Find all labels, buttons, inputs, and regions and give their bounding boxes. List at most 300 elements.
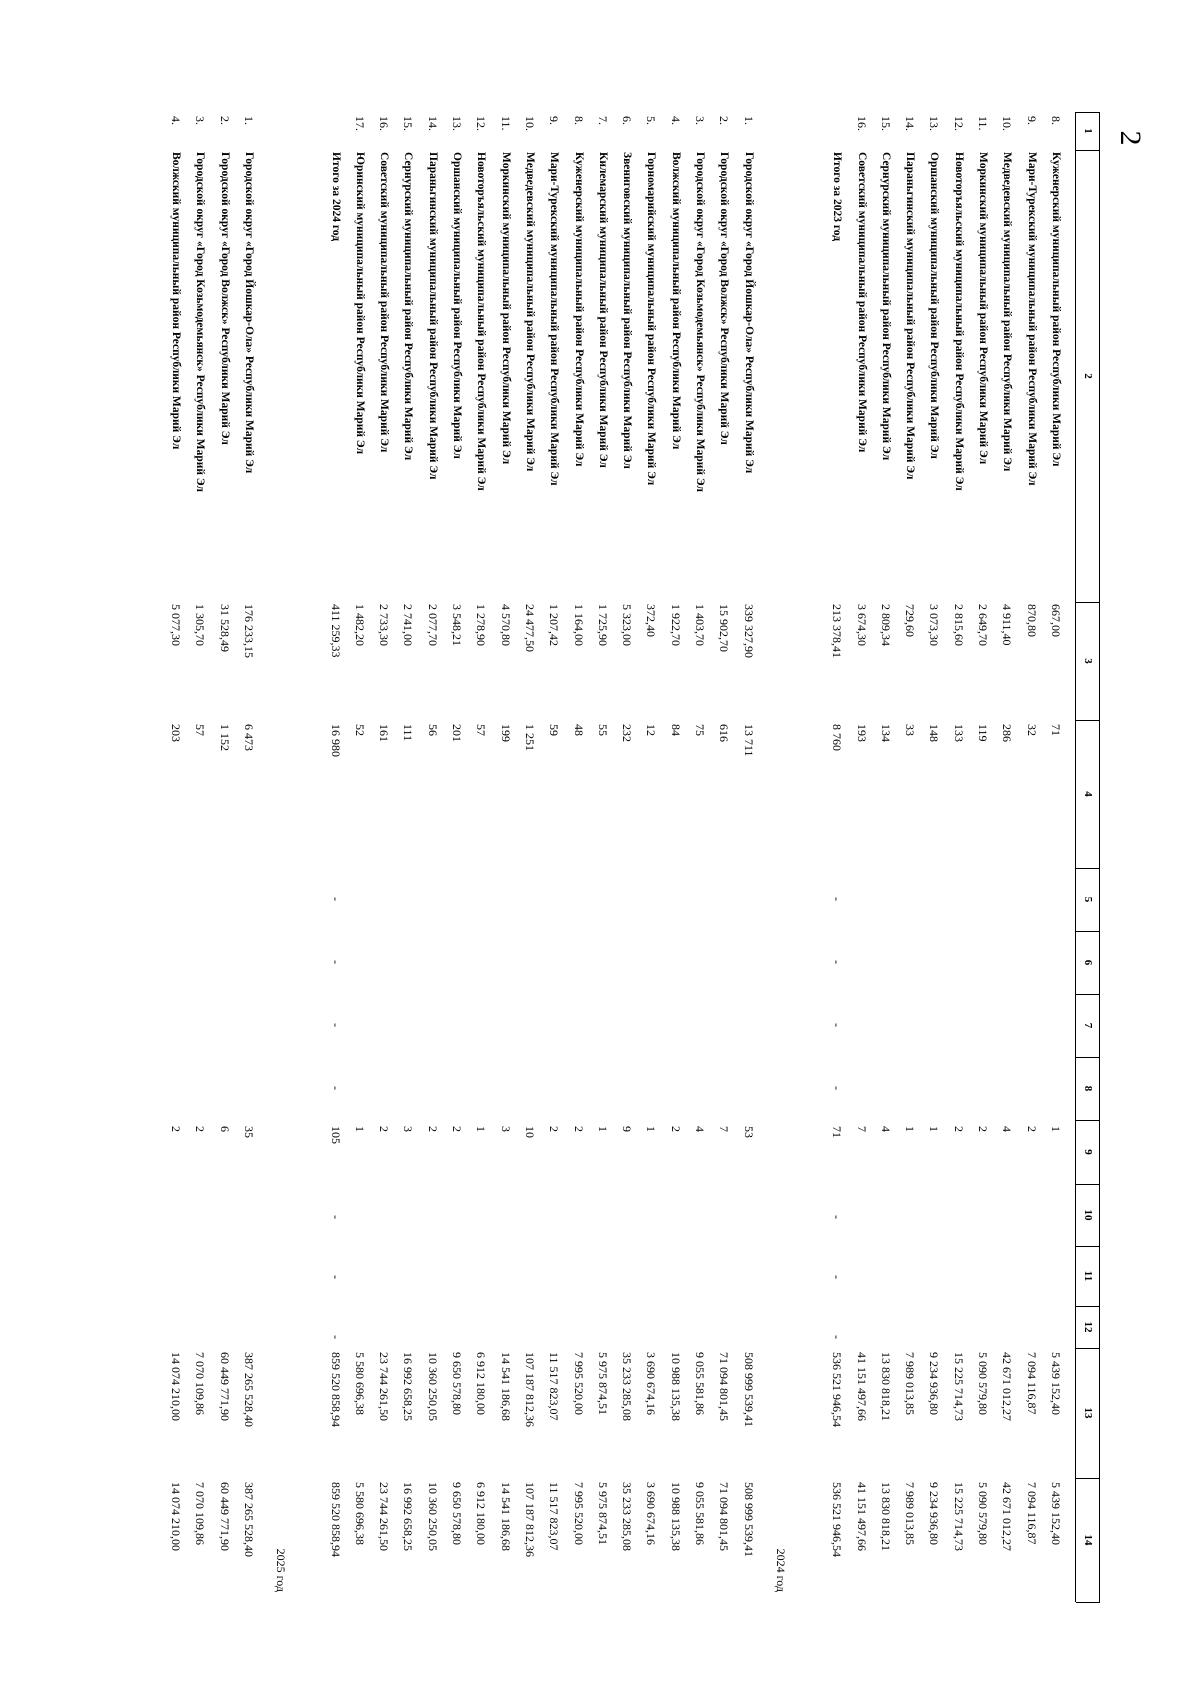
cell-col-4: 1 251 xyxy=(523,724,537,751)
cell-col-14: 11 517 823,07 xyxy=(547,1482,562,1551)
row-number: 3. xyxy=(693,116,708,125)
cell-col-14: 5 090 579,80 xyxy=(976,1482,991,1545)
column-number-2: 2 xyxy=(1082,373,1094,379)
table-row xyxy=(874,112,898,1602)
table-row xyxy=(688,112,712,1602)
municipality-name: Городской округ «Город Козьмодемьянск» Республики Марий Эл xyxy=(194,152,207,492)
column-number-3: 3 xyxy=(1082,658,1094,664)
table-row xyxy=(923,112,947,1602)
row-number: 8. xyxy=(1049,116,1063,125)
cell-col-13: 6 912 180,00 xyxy=(474,1352,489,1415)
table-row xyxy=(372,112,396,1602)
column-number-9: 9 xyxy=(1082,1149,1094,1155)
cell-col-13: 508 999 539,41 xyxy=(741,1352,756,1427)
cell-col-14: 42 671 012,27 xyxy=(1000,1482,1015,1551)
cell-col-11: - xyxy=(328,1275,343,1279)
municipality-name: Советский муниципальный район Республики Марий Эл xyxy=(855,152,868,453)
cell-col-13: 7 995 520,00 xyxy=(571,1352,586,1415)
table-row xyxy=(898,112,922,1602)
column-divider xyxy=(1076,1184,1100,1185)
cell-col-3: 15 902,70 xyxy=(717,604,732,652)
row-number: 1. xyxy=(741,116,756,125)
cell-col-14: 5 975 874,51 xyxy=(595,1482,610,1545)
cell-col-4: 193 xyxy=(854,724,869,742)
cell-col-13: 42 671 012,27 xyxy=(1000,1352,1015,1421)
municipality-name: Сернурский муниципальный район Республики Марий Эл xyxy=(879,152,892,461)
cell-col-12: - xyxy=(830,1335,845,1339)
cell-col-14: 107 187 812,36 xyxy=(523,1482,537,1557)
row-number: 12. xyxy=(474,116,489,131)
column-divider xyxy=(1076,1348,1100,1349)
municipality-name: Горномарийский муниципальный район Республики Марий Эл xyxy=(645,152,658,486)
cell-col-13: 3 690 674,16 xyxy=(644,1352,659,1415)
table-row xyxy=(542,112,566,1602)
cell-col-3: 411 259,33 xyxy=(328,604,343,658)
column-number-4: 4 xyxy=(1082,791,1094,797)
municipality-name: Новоторъяльский муниципальный район Республики Марий Эл xyxy=(475,152,488,491)
table-row xyxy=(469,112,493,1602)
column-number-6: 6 xyxy=(1082,959,1094,966)
cell-col-7: - xyxy=(328,1023,343,1027)
cell-col-3: 213 378,41 xyxy=(830,604,845,658)
cell-col-4: 232 xyxy=(620,724,635,742)
cell-col-9: 2 xyxy=(547,1126,562,1132)
cell-col-3: 1 207,42 xyxy=(547,604,562,646)
row-number: 11. xyxy=(976,116,991,131)
column-number-13: 13 xyxy=(1082,1407,1094,1419)
cell-col-13: 9 055 581,86 xyxy=(693,1352,708,1415)
column-divider xyxy=(1076,1057,1100,1058)
municipality-name: Медведевский муниципальный район Республики Марий Эл xyxy=(1001,152,1014,472)
row-number: 16. xyxy=(854,116,869,131)
cell-col-9: 2 xyxy=(193,1126,208,1132)
cell-col-9: 1 xyxy=(474,1126,489,1132)
cell-col-3: 870,80 xyxy=(1024,604,1039,637)
column-divider xyxy=(1076,994,1100,995)
cell-col-9: 1 xyxy=(927,1126,942,1132)
cell-col-4: 13 711 xyxy=(741,724,756,757)
row-number: 4. xyxy=(668,116,683,125)
municipality-name: Параньгинский муниципальный район Республики Марий Эл xyxy=(904,152,917,480)
municipality-name: Советский муниципальный район Республики Марий Эл xyxy=(378,152,391,453)
cell-col-14: 60 449 771,90 xyxy=(217,1482,232,1551)
row-number: 10. xyxy=(523,116,537,131)
cell-col-4: 203 xyxy=(169,724,184,742)
cell-col-13: 107 187 812,36 xyxy=(523,1352,537,1427)
row-number: 8. xyxy=(571,116,586,125)
municipality-name: Моркинский муниципальный район Республики Марий Эл xyxy=(499,152,512,465)
cell-col-7: - xyxy=(830,1023,845,1027)
column-number-8: 8 xyxy=(1082,1085,1094,1092)
cell-col-3: 24 477,50 xyxy=(523,604,537,652)
municipality-name: Куженерский муниципальный район Республики Марий Эл xyxy=(1050,152,1062,467)
cell-col-14: 5 439 152,40 xyxy=(1049,1482,1063,1545)
cell-col-9: 10 xyxy=(523,1126,537,1138)
cell-col-4: 134 xyxy=(878,724,893,742)
table-row xyxy=(213,112,237,1602)
cell-col-9: 71 xyxy=(830,1126,845,1138)
cell-col-4: 148 xyxy=(927,724,942,742)
row-number: 2. xyxy=(717,116,732,125)
cell-col-13: 15 225 714,73 xyxy=(951,1352,966,1421)
column-divider xyxy=(1076,1120,1100,1121)
column-number-11: 11 xyxy=(1082,1270,1094,1282)
cell-col-13: 5 090 579,80 xyxy=(976,1352,991,1415)
municipality-name: Килемарский муниципальный район Республики Марий Эл xyxy=(596,152,609,468)
row-number: 7. xyxy=(595,116,610,125)
cell-col-13: 9 234 936,80 xyxy=(927,1352,942,1415)
cell-col-4: 56 xyxy=(425,724,440,736)
cell-col-12: - xyxy=(328,1335,343,1339)
row-number: 10. xyxy=(1000,116,1015,131)
municipality-name: Параньгинский муниципальный район Республики Марий Эл xyxy=(426,152,439,480)
cell-col-9: 2 xyxy=(976,1126,991,1132)
table-row xyxy=(348,112,372,1602)
cell-col-4: 119 xyxy=(976,724,991,742)
row-number: 15. xyxy=(401,116,416,131)
cell-col-13: 9 650 578,80 xyxy=(450,1352,465,1415)
cell-col-14: 10 360 250,05 xyxy=(425,1482,440,1551)
cell-col-3: 4 911,40 xyxy=(1000,604,1015,646)
cell-col-13: 14 541 186,68 xyxy=(498,1352,513,1421)
cell-col-3: 2 733,30 xyxy=(377,604,392,646)
row-number: 4. xyxy=(169,116,184,125)
column-number-7: 7 xyxy=(1082,1022,1094,1029)
row-number: 9. xyxy=(547,116,562,125)
cell-col-4: 111 xyxy=(401,724,416,742)
cell-col-13: 7 070 109,86 xyxy=(193,1352,208,1415)
row-number: 14. xyxy=(425,116,440,131)
cell-col-3: 176 233,15 xyxy=(242,604,256,658)
column-number-10: 10 xyxy=(1082,1209,1094,1221)
cell-col-13: 859 520 858,94 xyxy=(328,1352,343,1427)
municipality-name: Городской округ «Город Йошкар-Ола» Республики Марий Эл xyxy=(742,152,755,474)
column-divider xyxy=(1076,931,1100,932)
table-row xyxy=(397,112,421,1602)
cell-col-3: 667,00 xyxy=(1049,604,1063,637)
table-row xyxy=(518,112,542,1602)
cell-col-13: 11 517 823,07 xyxy=(547,1352,562,1421)
cell-col-9: 2 xyxy=(571,1126,586,1132)
column-divider xyxy=(1076,1478,1100,1479)
table-row xyxy=(421,112,445,1602)
column-divider xyxy=(1076,1246,1100,1247)
municipality-name: Городской округ «Город Волжск» Республики Марий Эл xyxy=(718,152,731,445)
cell-col-3: 1 278,90 xyxy=(474,604,489,646)
cell-col-9: 1 xyxy=(595,1126,610,1132)
row-number: 15. xyxy=(878,116,893,131)
total-row xyxy=(825,112,849,1602)
cell-col-3: 1 164,00 xyxy=(571,604,586,646)
cell-col-13: 5 439 152,40 xyxy=(1049,1352,1063,1415)
cell-col-14: 13 830 818,21 xyxy=(878,1482,893,1551)
cell-col-9: 4 xyxy=(693,1126,708,1132)
cell-col-4: 33 xyxy=(903,724,918,736)
cell-col-9: 4 xyxy=(1000,1126,1015,1132)
row-number: 11. xyxy=(498,116,513,131)
municipality-name: Мари-Турекский муниципальный район Республики Марий Эл xyxy=(1025,152,1038,486)
municipality-name: Юринский муниципальный район Республики Марий Эл xyxy=(353,152,366,455)
total-row xyxy=(324,112,348,1602)
table-row xyxy=(712,112,736,1602)
table-row xyxy=(640,112,664,1602)
cell-col-13: 387 265 528,40 xyxy=(242,1352,256,1427)
cell-col-13: 16 992 658,25 xyxy=(401,1352,416,1421)
cell-col-14: 9 234 936,80 xyxy=(927,1482,942,1545)
cell-col-14: 15 225 714,73 xyxy=(951,1482,966,1551)
cell-col-4: 75 xyxy=(693,724,708,736)
cell-col-9: 53 xyxy=(741,1126,756,1138)
row-number: 13. xyxy=(927,116,942,131)
row-number: 14. xyxy=(903,116,918,131)
row-number: 9. xyxy=(1024,116,1039,125)
cell-col-13: 5 580 696,38 xyxy=(352,1352,367,1415)
table-row xyxy=(971,112,995,1602)
cell-col-9: 3 xyxy=(401,1126,416,1132)
column-number-12: 12 xyxy=(1082,1321,1094,1333)
municipality-name: Моркинский муниципальный район Республики Марий Эл xyxy=(977,152,990,465)
cell-col-9: 2 xyxy=(1024,1126,1039,1132)
cell-col-14: 859 520 858,94 xyxy=(328,1482,343,1557)
year-label: 2025 год xyxy=(274,1548,289,1592)
column-divider xyxy=(1076,1602,1100,1603)
cell-col-14: 508 999 539,41 xyxy=(741,1482,756,1557)
cell-col-3: 2 649,70 xyxy=(976,604,991,646)
cell-col-4: 199 xyxy=(498,724,513,742)
cell-col-3: 1 305,70 xyxy=(193,604,208,646)
cell-col-4: 616 xyxy=(717,724,732,742)
column-divider xyxy=(1076,112,1100,113)
cell-col-3: 1 482,20 xyxy=(352,604,367,646)
cell-col-9: 2 xyxy=(951,1126,966,1132)
municipality-name: Сернурский муниципальный район Республики Марий Эл xyxy=(402,152,415,461)
cell-col-3: 339 327,90 xyxy=(741,604,756,658)
row-number: 6. xyxy=(620,116,635,125)
cell-col-4: 8 760 xyxy=(830,724,845,751)
column-divider xyxy=(1076,602,1100,603)
cell-col-3: 4 570,80 xyxy=(498,604,513,646)
cell-col-3: 2 741,00 xyxy=(401,604,416,646)
cell-col-9: 4 xyxy=(878,1126,893,1132)
municipality-name: Оршанский муниципальный район Республики Марий Эл xyxy=(928,152,941,459)
cell-col-9: 7 xyxy=(717,1126,732,1132)
row-number: 3. xyxy=(193,116,208,125)
cell-col-14: 9 055 581,86 xyxy=(693,1482,708,1545)
cell-col-9: 2 xyxy=(425,1126,440,1132)
cell-col-4: 1 152 xyxy=(217,724,232,751)
cell-col-13: 5 975 874,51 xyxy=(595,1352,610,1415)
municipality-name: Итого за 2023 год xyxy=(831,152,844,242)
table-row xyxy=(615,112,639,1602)
cell-col-14: 7 094 116,87 xyxy=(1024,1482,1039,1545)
cell-col-3: 2 815,60 xyxy=(951,604,966,646)
municipality-name: Городской округ «Город Йошкар-Ола» Республики Марий Эл xyxy=(243,152,255,474)
column-divider xyxy=(1076,720,1100,721)
municipality-name: Звениговский муниципальный район Республики Марий Эл xyxy=(621,152,634,469)
table-row xyxy=(445,112,469,1602)
cell-col-9: 2 xyxy=(377,1126,392,1132)
data-table xyxy=(169,112,1100,1602)
cell-col-4: 133 xyxy=(951,724,966,742)
cell-col-6: - xyxy=(830,960,845,964)
cell-col-4: 57 xyxy=(193,724,208,736)
cell-col-4: 6 473 xyxy=(242,724,256,751)
cell-col-13: 7 094 116,87 xyxy=(1024,1352,1039,1415)
cell-col-3: 2 809,34 xyxy=(878,604,893,646)
cell-col-3: 1 725,90 xyxy=(595,604,610,646)
table-row xyxy=(995,112,1019,1602)
cell-col-5: - xyxy=(328,897,343,901)
page-number: 2 xyxy=(1114,130,1147,146)
row-number: 17. xyxy=(352,116,367,131)
column-number-1: 1 xyxy=(1082,128,1094,134)
cell-col-3: 2 077,70 xyxy=(425,604,440,646)
cell-col-3: 372,40 xyxy=(644,604,659,637)
table-row xyxy=(188,112,212,1602)
cell-col-8: - xyxy=(328,1086,343,1090)
cell-col-10: - xyxy=(830,1215,845,1219)
cell-col-13: 10 988 135,38 xyxy=(668,1352,683,1421)
year-label: 2024 год xyxy=(774,1548,788,1592)
cell-col-4: 59 xyxy=(547,724,562,736)
municipality-name: Медведевский муниципальный район Республики Марий Эл xyxy=(524,152,536,472)
cell-col-9: 35 xyxy=(242,1126,256,1138)
cell-col-3: 5 077,30 xyxy=(169,604,184,646)
header-bottom-border xyxy=(1075,112,1076,1602)
municipality-name: Итого за 2024 год xyxy=(329,152,342,242)
cell-col-13: 13 830 818,21 xyxy=(878,1352,893,1421)
cell-col-14: 536 521 946,54 xyxy=(830,1482,845,1557)
table-row xyxy=(567,112,591,1602)
table-top-border xyxy=(1099,112,1100,1602)
cell-col-14: 9 650 578,80 xyxy=(450,1482,465,1545)
cell-col-3: 729,60 xyxy=(903,604,918,637)
cell-col-13: 7 989 013,85 xyxy=(903,1352,918,1415)
cell-col-3: 3 073,30 xyxy=(927,604,942,646)
table-row xyxy=(947,112,971,1602)
cell-col-4: 84 xyxy=(668,724,683,736)
table-row xyxy=(850,112,874,1602)
municipality-name: Волжский муниципальный район Республики Марий Эл xyxy=(170,152,183,450)
cell-col-9: 2 xyxy=(450,1126,465,1132)
cell-col-3: 1 922,70 xyxy=(668,604,683,646)
cell-col-9: 2 xyxy=(169,1126,184,1132)
municipality-name: Городской округ «Город Козьмодемьянск» Республики Марий Эл xyxy=(694,152,707,492)
cell-col-9: 1 xyxy=(644,1126,659,1132)
cell-col-13: 41 151 497,66 xyxy=(854,1352,869,1421)
cell-col-4: 201 xyxy=(450,724,465,742)
cell-col-9: 1 xyxy=(903,1126,918,1132)
municipality-name: Новоторъяльский муниципальный район Республики Марий Эл xyxy=(952,152,965,491)
cell-col-4: 16 980 xyxy=(328,724,343,757)
cell-col-6: - xyxy=(328,960,343,964)
cell-col-14: 3 690 674,16 xyxy=(644,1482,659,1545)
cell-col-13: 10 360 250,05 xyxy=(425,1352,440,1421)
cell-col-3: 1 403,70 xyxy=(693,604,708,646)
cell-col-9: 1 xyxy=(352,1126,367,1132)
table-row xyxy=(237,112,261,1602)
cell-col-14: 71 094 801,45 xyxy=(717,1482,732,1551)
cell-col-14: 35 233 285,08 xyxy=(620,1482,635,1551)
cell-col-13: 536 521 946,54 xyxy=(830,1352,845,1427)
table-row xyxy=(1020,112,1044,1602)
cell-col-13: 35 233 285,08 xyxy=(620,1352,635,1421)
cell-col-10: - xyxy=(328,1215,343,1219)
cell-col-13: 60 449 771,90 xyxy=(217,1352,232,1421)
row-number: 2. xyxy=(217,116,232,125)
cell-col-14: 5 580 696,38 xyxy=(352,1482,367,1545)
cell-col-4: 12 xyxy=(644,724,659,736)
cell-col-8: - xyxy=(830,1086,845,1090)
table-row xyxy=(737,112,761,1602)
cell-col-4: 286 xyxy=(1000,724,1015,742)
cell-col-4: 52 xyxy=(352,724,367,736)
column-divider xyxy=(1076,150,1100,151)
cell-col-3: 31 528,49 xyxy=(217,604,232,652)
cell-col-14: 387 265 528,40 xyxy=(242,1482,256,1557)
row-number: 1. xyxy=(242,116,256,125)
cell-col-14: 10 988 135,38 xyxy=(668,1482,683,1551)
cell-col-14: 6 912 180,00 xyxy=(474,1482,489,1545)
cell-col-9: 1 xyxy=(1049,1126,1063,1132)
column-divider xyxy=(1076,868,1100,869)
row-number: 13. xyxy=(450,116,465,131)
table-row xyxy=(494,112,518,1602)
cell-col-9: 105 xyxy=(328,1126,343,1144)
municipality-name: Куженерский муниципальный район Республики Марий Эл xyxy=(572,152,585,467)
cell-col-14: 14 541 186,68 xyxy=(498,1482,513,1551)
cell-col-9: 9 xyxy=(620,1126,635,1132)
municipality-name: Мари-Турекский муниципальный район Республики Марий Эл xyxy=(548,152,561,486)
cell-col-3: 5 323,00 xyxy=(620,604,635,646)
table-row xyxy=(591,112,615,1602)
cell-col-3: 3 548,21 xyxy=(450,604,465,646)
cell-col-4: 71 xyxy=(1049,724,1063,736)
column-divider xyxy=(1076,1306,1100,1307)
cell-col-13: 71 094 801,45 xyxy=(717,1352,732,1421)
column-number-14: 14 xyxy=(1082,1534,1094,1546)
cell-col-9: 3 xyxy=(498,1126,513,1132)
cell-col-4: 48 xyxy=(571,724,586,736)
cell-col-14: 23 744 261,50 xyxy=(377,1482,392,1551)
row-number: 16. xyxy=(377,116,392,131)
cell-col-13: 23 744 261,50 xyxy=(377,1352,392,1421)
cell-col-14: 7 070 109,86 xyxy=(193,1482,208,1545)
cell-col-13: 14 074 210,00 xyxy=(169,1352,184,1421)
cell-col-9: 6 xyxy=(217,1126,232,1132)
municipality-name: Оршанский муниципальный район Республики Марий Эл xyxy=(451,152,464,459)
table-row xyxy=(1044,112,1068,1602)
cell-col-3: 3 674,30 xyxy=(854,604,869,646)
table-row xyxy=(164,112,188,1602)
cell-col-14: 14 074 210,00 xyxy=(169,1482,184,1551)
cell-col-4: 32 xyxy=(1024,724,1039,736)
cell-col-9: 2 xyxy=(668,1126,683,1132)
cell-col-14: 7 995 520,00 xyxy=(571,1482,586,1545)
cell-col-14: 16 992 658,25 xyxy=(401,1482,416,1551)
municipality-name: Городской округ «Город Волжск» Республики Марий Эл xyxy=(218,152,231,445)
cell-col-14: 7 989 013,85 xyxy=(903,1482,918,1545)
row-number: 12. xyxy=(951,116,966,131)
table-row xyxy=(664,112,688,1602)
municipality-name: Волжский муниципальный район Республики Марий Эл xyxy=(669,152,682,450)
cell-col-9: 7 xyxy=(854,1126,869,1132)
cell-col-4: 55 xyxy=(595,724,610,736)
cell-col-11: - xyxy=(830,1275,845,1279)
cell-col-14: 41 151 497,66 xyxy=(854,1482,869,1551)
column-number-5: 5 xyxy=(1082,896,1094,903)
row-number: 5. xyxy=(644,116,659,125)
